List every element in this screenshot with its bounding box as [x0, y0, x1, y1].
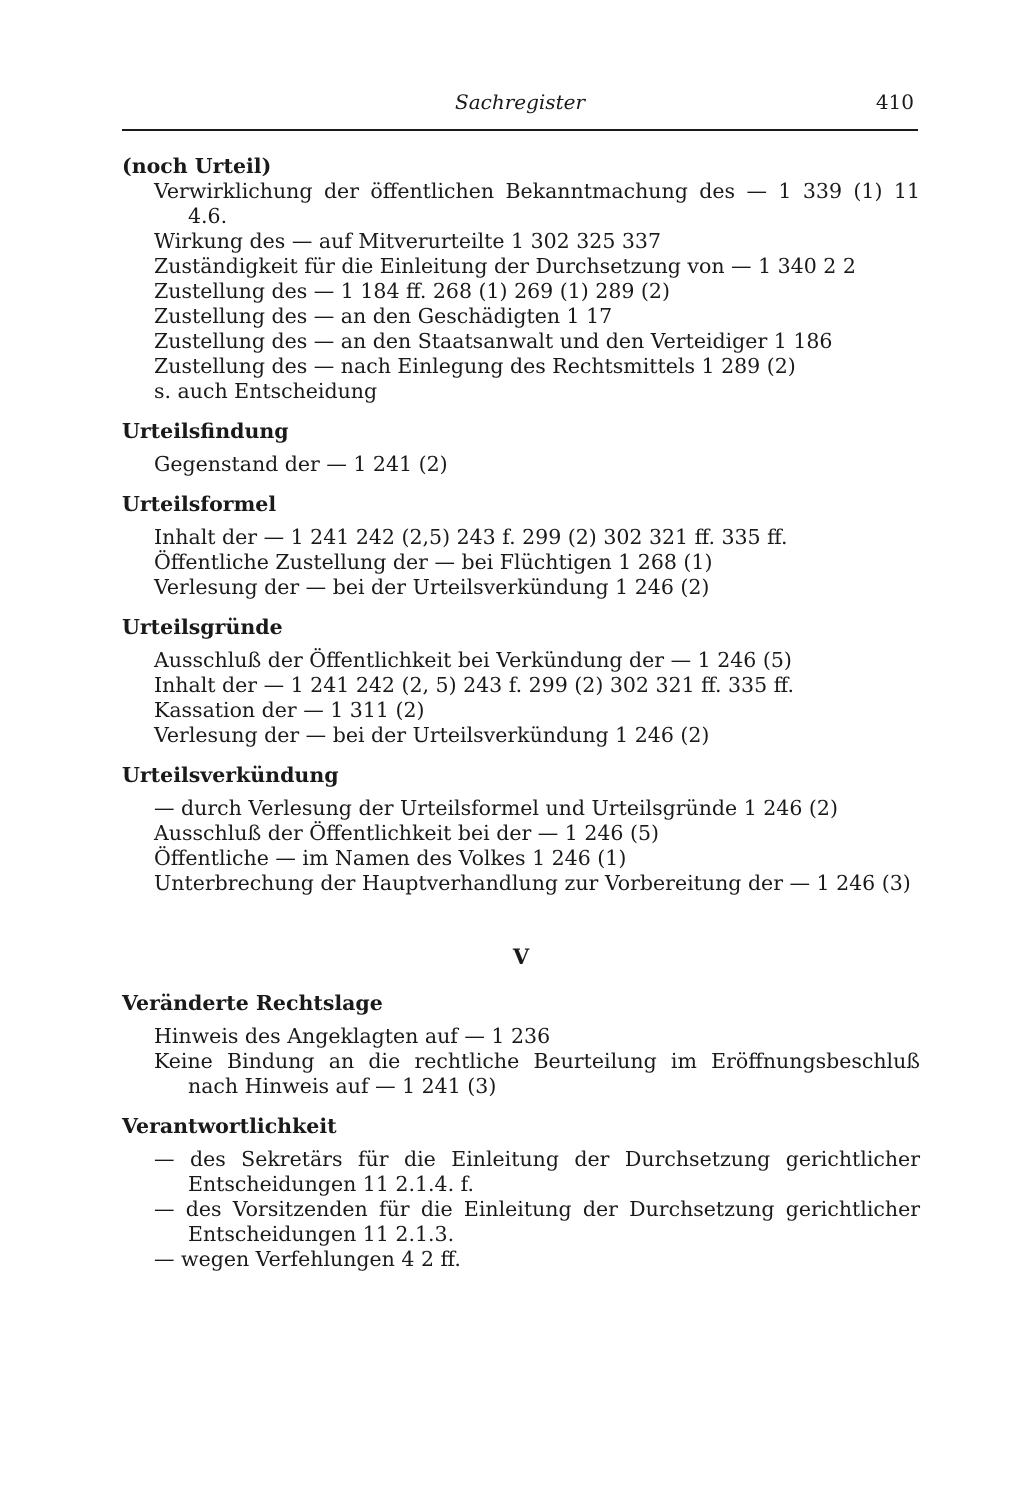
index-entry: Inhalt der — 1 241 242 (2, 5) 243 f. 299 (2) 302 321 ff. 335 ff.: [154, 673, 794, 697]
section-heading: Urteilsfindung: [122, 419, 289, 443]
index-entry: Inhalt der — 1 241 242 (2,5) 243 f. 299 (2) 302 321 ff. 335 ff.: [154, 525, 788, 549]
index-entry: Gegenstand der — 1 241 (2): [154, 452, 448, 476]
index-entry: — des Sekretärs für die Einleitung der Durchsetzung gerichtlicher Entscheidungen 11 2.1.4. f.: [154, 1147, 920, 1196]
index-entry: Zustellung des — an den Geschädigten 1 17: [154, 304, 613, 328]
index-entry: Öffentliche — im Namen des Volkes 1 246 (1): [154, 846, 627, 870]
alphabet-letter: V: [512, 944, 530, 969]
index-entry: Zustellung des — 1 184 ff. 268 (1) 269 (1) 289 (2): [154, 279, 670, 303]
index-entry: Wirkung des — auf Mitverurteilte 1 302 325 337: [154, 229, 662, 253]
index-entry: Kassation der — 1 311 (2): [154, 698, 425, 722]
index-entry: Zustellung des — an den Staatsanwalt und den Verteidiger 1 186: [154, 329, 833, 353]
running-head: [122, 90, 918, 118]
section-heading: Urteilsgründe: [122, 615, 283, 639]
index-entry: — durch Verlesung der Urteilsformel und Urteilsgründe 1 246 (2): [154, 796, 838, 820]
index-entry: s. auch Entscheidung: [154, 379, 378, 403]
running-head-title: Sachregister: [455, 90, 585, 114]
index-entry: Öffentliche Zustellung der — bei Flüchtigen 1 268 (1): [154, 550, 713, 574]
index-entry: — des Vorsitzenden für die Einleitung der Durchsetzung gerichtlicher Entscheidungen 11 2.1.3.: [154, 1197, 920, 1246]
section-heading: (noch Urteil): [122, 154, 272, 178]
index-entry: Hinweis des Angeklagten auf — 1 236: [154, 1024, 551, 1048]
index-entry: Verwirklichung der öffentlichen Bekanntmachung des — 1 339 (1) 11 4.6.: [154, 179, 920, 228]
section-heading: Urteilsformel: [122, 492, 277, 516]
index-entry: Ausschluß der Öffentlichkeit bei der — 1 246 (5): [154, 821, 660, 845]
header-rule: [122, 129, 918, 131]
page-number: 410: [875, 90, 914, 114]
index-entry: Keine Bindung an die rechtliche Beurteilung im Eröffnungsbeschluß nach Hinweis auf — 1 241 (3): [154, 1049, 920, 1098]
index-entry: Ausschluß der Öffentlichkeit bei Verkündung der — 1 246 (5): [154, 648, 792, 672]
index-entry: — wegen Verfehlungen 4 2 ff.: [154, 1247, 461, 1271]
section-heading: Veränderte Rechtslage: [122, 991, 383, 1015]
section-heading: Verantwortlichkeit: [122, 1114, 337, 1138]
section-heading: Urteilsverkündung: [122, 763, 339, 787]
index-entry: Unterbrechung der Hauptverhandlung zur Vorbereitung der — 1 246 (3): [154, 871, 911, 895]
index-content: [122, 154, 920, 1272]
index-entry: Zustellung des — nach Einlegung des Rechtsmittels 1 289 (2): [154, 354, 796, 378]
index-entry: Zuständigkeit für die Einleitung der Durchsetzung von — 1 340 2 2: [154, 254, 856, 278]
index-entry: Verlesung der — bei der Urteilsverkündung 1 246 (2): [154, 723, 710, 747]
index-entry: Verlesung der — bei der Urteilsverkündung 1 246 (2): [154, 575, 710, 599]
